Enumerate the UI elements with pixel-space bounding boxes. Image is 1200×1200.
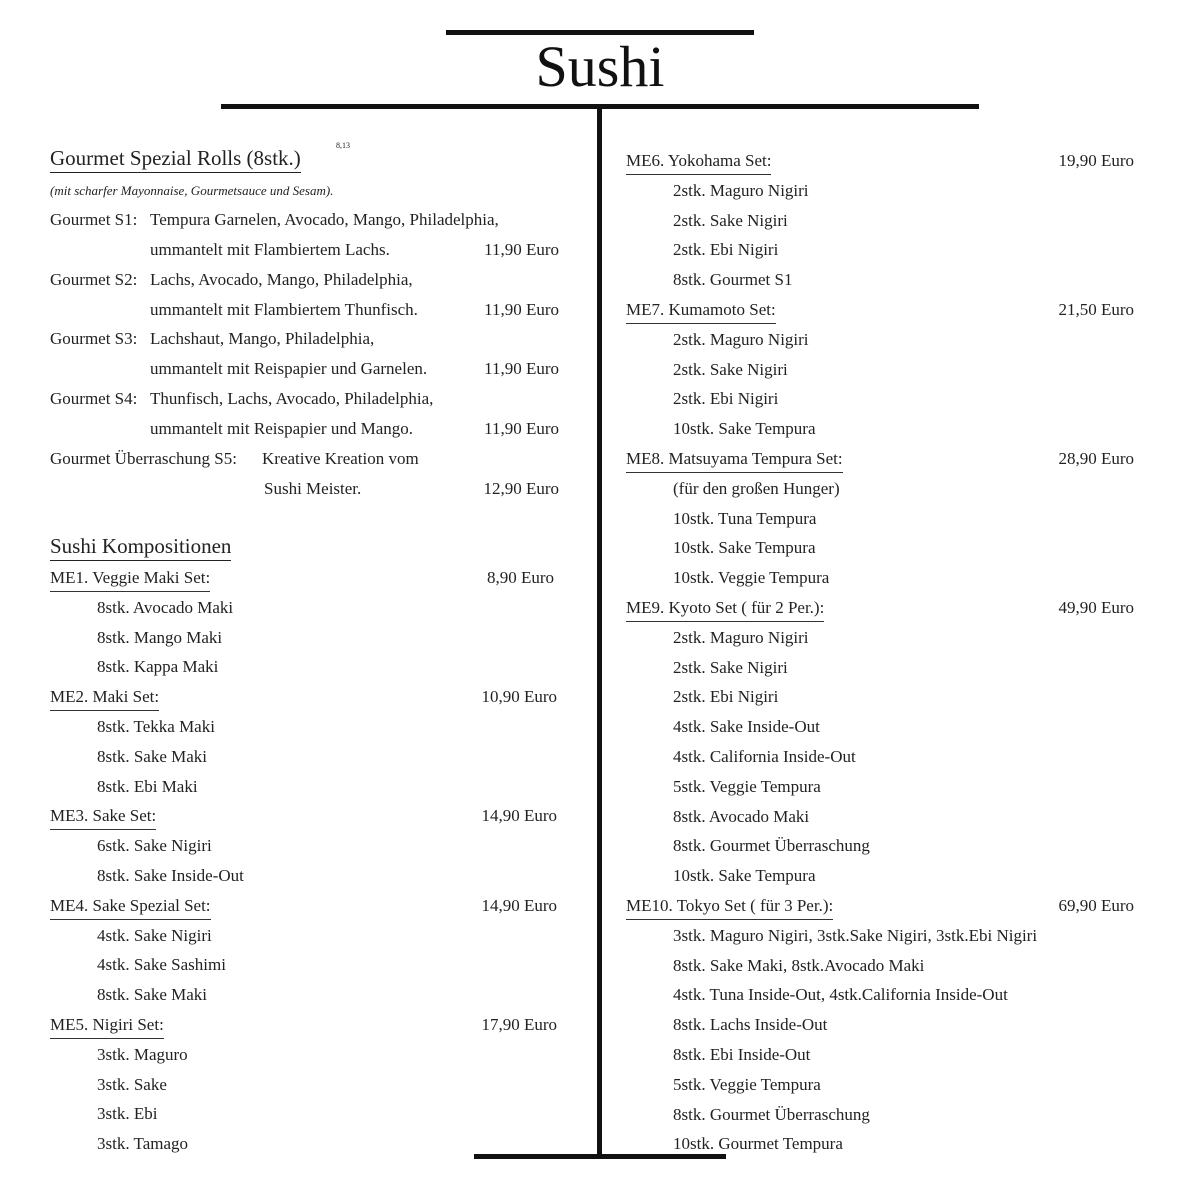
gourmet-item-desc: ummantelt mit Reispapier und Mango. [150,419,413,438]
gourmet-item-desc: Sushi Meister. [264,479,362,498]
gourmet-item-desc: ummantelt mit Flambiertem Lachs. [150,240,390,259]
set-item: 5stk. Veggie Tempura [673,1074,821,1094]
set-item: 8stk. Sake Inside-Out [97,866,244,885]
set-item: 4stk. Sake Inside-Out [673,717,820,737]
set-price: 17,90 Euro [481,1015,557,1034]
set-item: 2stk. Ebi Nigiri [673,687,779,707]
set-item: 4stk. Sake Nigiri [97,925,212,945]
set-item: 8stk. Gourmet Überraschung [673,1104,870,1124]
set-price: 14,90 Euro [481,895,557,915]
set-name: ME10. Tokyo Set ( für 3 Per.): [626,895,833,920]
set-item: 2stk. Sake Nigiri [673,210,788,230]
gourmet-item-price: 11,90 Euro [484,359,559,378]
kompositionen-heading: Sushi Kompositionen [50,533,231,561]
set-item: (für den großen Hunger) [673,478,840,498]
gourmet-item-price: 11,90 Euro [484,240,559,259]
set-item: 6stk. Sake Nigiri [97,836,212,856]
gourmet-item-name: Gourmet S4: [50,389,138,408]
set-item: 10stk. Sake Tempura [673,866,816,886]
set-item: 8stk. Lachs Inside-Out [673,1015,828,1035]
gourmet-item-desc: Lachshaut, Mango, Philadelphia, [150,329,375,348]
set-price: 19,90 Euro [1058,151,1134,170]
set-item: 2stk. Maguro Nigiri [673,329,809,349]
set-name: ME2. Maki Set: [50,686,159,711]
set-item: 10stk. Sake Tempura [673,419,816,439]
set-item: 8stk. Ebi Inside-Out [673,1045,811,1064]
set-price: 8,90 Euro [486,568,554,587]
gourmet-item-desc: Lachs, Avocado, Mango, Philadelphia, [150,270,413,289]
gourmet-item-name: Gourmet S1: [50,210,138,229]
set-item: 8stk. Kappa Maki [97,657,219,677]
gourmet-heading: Gourmet Spezial Rolls (8stk.) [50,145,301,173]
gourmet-note: (mit scharfer Mayonnaise, Gourmetsauce und Sesam). [50,183,334,198]
set-item: 8stk. Gourmet S1 [673,270,793,290]
set-price: 14,90 Euro [481,806,557,826]
gourmet-item-desc: Thunfisch, Lachs, Avocado, Philadelphia, [150,389,434,408]
gourmet-item-desc: ummantelt mit Flambiertem Thunfisch. [150,300,418,319]
set-item: 4stk. Sake Sashimi [97,955,226,975]
set-item: 8stk. Avocado Maki [673,806,810,826]
set-item: 8stk. Ebi Maki [97,776,198,796]
set-item: 8stk. Sake Maki [97,985,208,1005]
set-item: 10stk. Veggie Tempura [673,568,830,588]
set-item: 4stk. Tuna Inside-Out, 4stk.California Inside-Out [673,985,1008,1005]
set-name: ME9. Kyoto Set ( für 2 Per.): [626,597,824,622]
set-name: ME1. Veggie Maki Set: [50,567,210,592]
set-name: ME5. Nigiri Set: [50,1014,164,1039]
set-price: 49,90 Euro [1058,598,1134,617]
center-divider [597,108,602,1158]
set-item: 3stk. Sake [97,1074,167,1094]
set-item: 10stk. Tuna Tempura [673,508,817,528]
set-item: 2stk. Sake Nigiri [673,359,788,379]
set-name: ME6. Yokohama Set: [626,150,771,175]
gourmet-item-desc: ummantelt mit Reispapier und Garnelen. [150,359,428,378]
set-item: 2stk. Ebi Nigiri [673,240,779,260]
gourmet-item-price: 11,90 Euro [484,419,559,438]
gourmet-item-price: 11,90 Euro [484,300,559,319]
set-item: 3stk. Tamago [97,1134,189,1154]
set-item: 10stk. Gourmet Tempura [673,1134,843,1154]
gourmet-item-price: 12,90 Euro [483,479,559,498]
set-item: 2stk. Ebi Nigiri [673,389,779,409]
set-name: ME4. Sake Spezial Set: [50,895,211,920]
set-item: 8stk. Mango Maki [97,627,223,647]
set-item: 2stk. Sake Nigiri [673,657,788,677]
gourmet-item-desc: Kreative Kreation vom [262,449,419,468]
set-price: 69,90 Euro [1058,896,1134,915]
gourmet-item-name: Gourmet Überraschung S5: [50,449,237,468]
gourmet-item-name: Gourmet S2: [50,270,138,289]
set-item: 3stk. Ebi [97,1104,158,1124]
gourmet-item-name: Gourmet S3: [50,329,138,348]
set-price: 28,90 Euro [1058,449,1134,468]
set-item: 8stk. Sake Maki [97,746,208,766]
set-name: ME7. Kumamoto Set: [626,299,776,324]
set-item: 5stk. Veggie Tempura [673,776,821,796]
gourmet-item-desc: Tempura Garnelen, Avocado, Mango, Philadelphia, [150,210,499,229]
set-name: ME3. Sake Set: [50,805,156,830]
set-name: ME8. Matsuyama Tempura Set: [626,448,843,473]
gourmet-footnote: 8,13 [336,141,350,150]
set-item: 3stk. Maguro [97,1044,188,1064]
set-item: 8stk. Avocado Maki [97,597,234,617]
set-price: 21,50 Euro [1058,300,1134,319]
set-item: 10stk. Sake Tempura [673,538,816,558]
set-item: 8stk. Sake Maki, 8stk.Avocado Maki [673,955,925,975]
set-item: 4stk. California Inside-Out [673,747,856,766]
set-item: 8stk. Tekka Maki [97,717,215,736]
set-price: 10,90 Euro [481,687,557,707]
set-item: 8stk. Gourmet Überraschung [673,836,870,856]
set-item: 3stk. Maguro Nigiri, 3stk.Sake Nigiri, 3stk.Ebi Nigiri [673,925,1038,945]
page-title: Sushi [535,34,665,99]
set-item: 2stk. Maguro Nigiri [673,627,809,647]
set-item: 2stk. Maguro Nigiri [673,180,809,200]
